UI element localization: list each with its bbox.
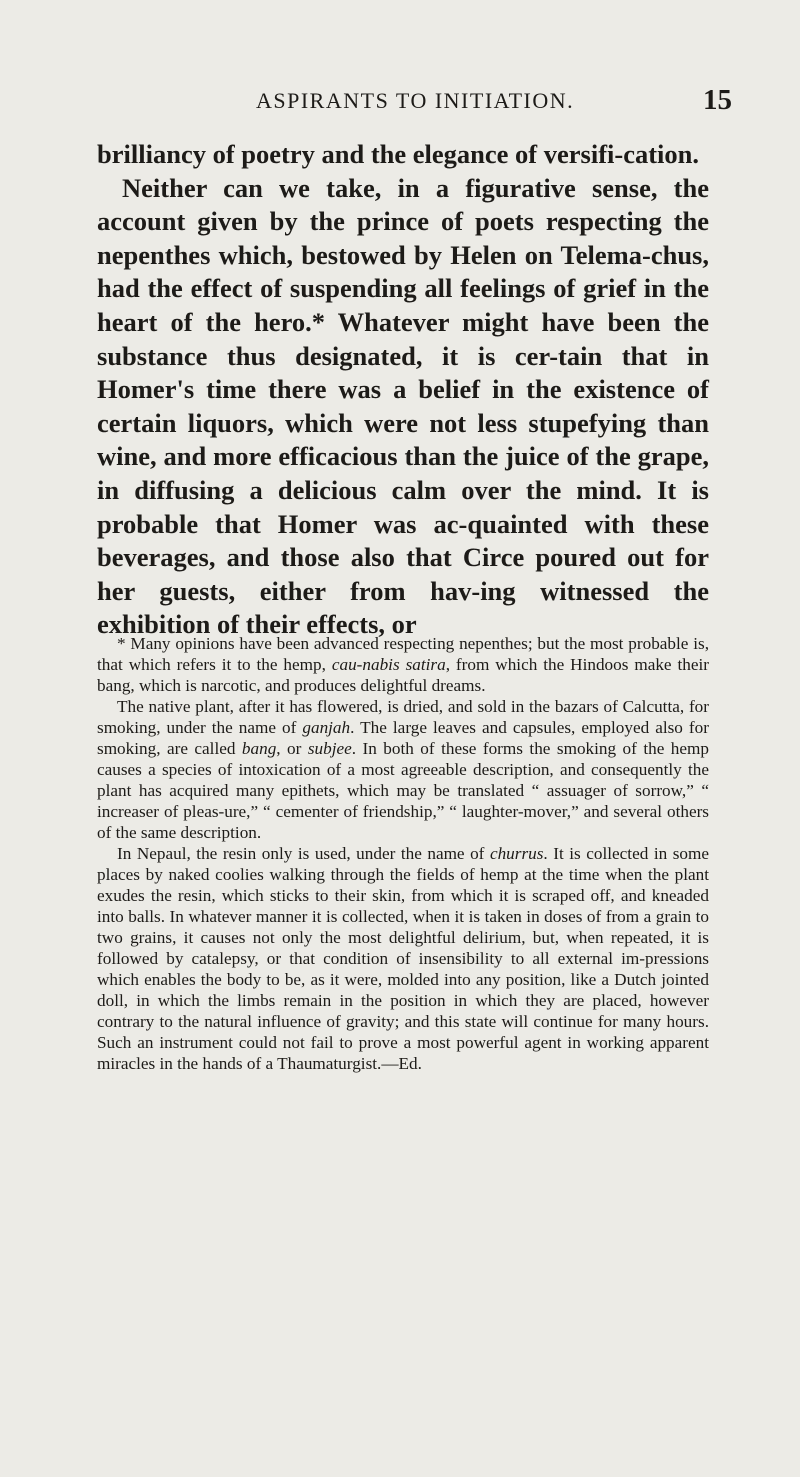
footnote-italic-term: subjee xyxy=(307,739,352,758)
footnote-text: . In both of these forms the smoking of the hemp causes a species of intoxication of a most agreeable description, and consequently the plant has acquired many epithets, which may be translated “ assuager of sorrow,” “ increaser of pleas-ure,” “ cementer of friendship,” “ laughter-mover,” and several others of the same description. xyxy=(97,739,709,842)
footnote-italic-term: ganjah xyxy=(302,718,351,737)
footnote-text: , or xyxy=(276,739,308,758)
footnote-paragraph-3 xyxy=(97,843,709,1074)
footnote-text: , from which the Hindoos make their bang, which is narcotic, and produces delightful dreams. xyxy=(97,655,709,695)
footnote-italic-term: bang xyxy=(241,739,277,758)
page-header xyxy=(0,84,800,118)
footnote-text: The native plant, after it has flowered, is dried, and sold in the bazars of Calcutta, for smoking, under the name of xyxy=(97,697,709,737)
main-text xyxy=(97,138,709,642)
page-number: 15 xyxy=(703,84,732,116)
footnote-text: * Many opinions have been advanced respecting nepenthes; but the most probable is, that which refers it to the hemp, xyxy=(97,634,709,674)
footnote-paragraph-1 xyxy=(97,633,709,696)
footnote xyxy=(97,633,709,1074)
paragraph-continued: brilliancy of poetry and the elegance of versifi-cation. xyxy=(97,139,700,169)
footnote-text: In Nepaul, the resin only is used, under the name of xyxy=(117,844,490,863)
footnote-text: . It is collected in some places by naked coolies walking through the fields of hemp at the time when the plant exudes the resin, which sticks to their skin, from which it is scraped off, and kneaded into balls. In whatever manner it is collected, when it is taken in doses of from a grain to two grains, it causes not only the most delightful delirium, but, when repeated, it is followed by catalepsy, or that condition of insensibility to all external im-pressions which enables the body to be, as it were, molded into any position, like a Dutch jointed doll, in which the limbs remain in the position in which they are placed, however contrary to the natural influence of gravity; and this state will continue for many hours. Such an instrument could not fail to prove a most powerful agent in working apparent miracles in the hands of a Thaumaturgist.—Ed. xyxy=(97,844,709,1073)
footnote-italic-term: churrus xyxy=(489,844,544,863)
footnote-italic-term: cau-nabis satira xyxy=(331,655,446,674)
footnote-text: . The large leaves and capsules, employed also for smoking, are called xyxy=(97,718,709,758)
paragraph-nepenthes: Neither can we take, in a figurative sense, the account given by the prince of poets respecting the nepenthes which, bestowed by Helen on Telema-chus, had the effect of suspending all feelings of grief in the heart of the hero.* Whatever might have been the substance thus designated, it is cer-tain that in Homer's time there was a belief in the existence of certain liquors, which were not less stupefying than wine, and more efficacious than the juice of the grape, in diffusing a delicious calm over the mind. It is probable that Homer was ac-quainted with these beverages, and those also that Circe poured out for her guests, either from hav-ing witnessed the exhibition of their effects, or xyxy=(97,172,709,640)
footnote-paragraph-2 xyxy=(97,696,709,843)
running-head: ASPIRANTS TO INITIATION. xyxy=(256,88,575,113)
